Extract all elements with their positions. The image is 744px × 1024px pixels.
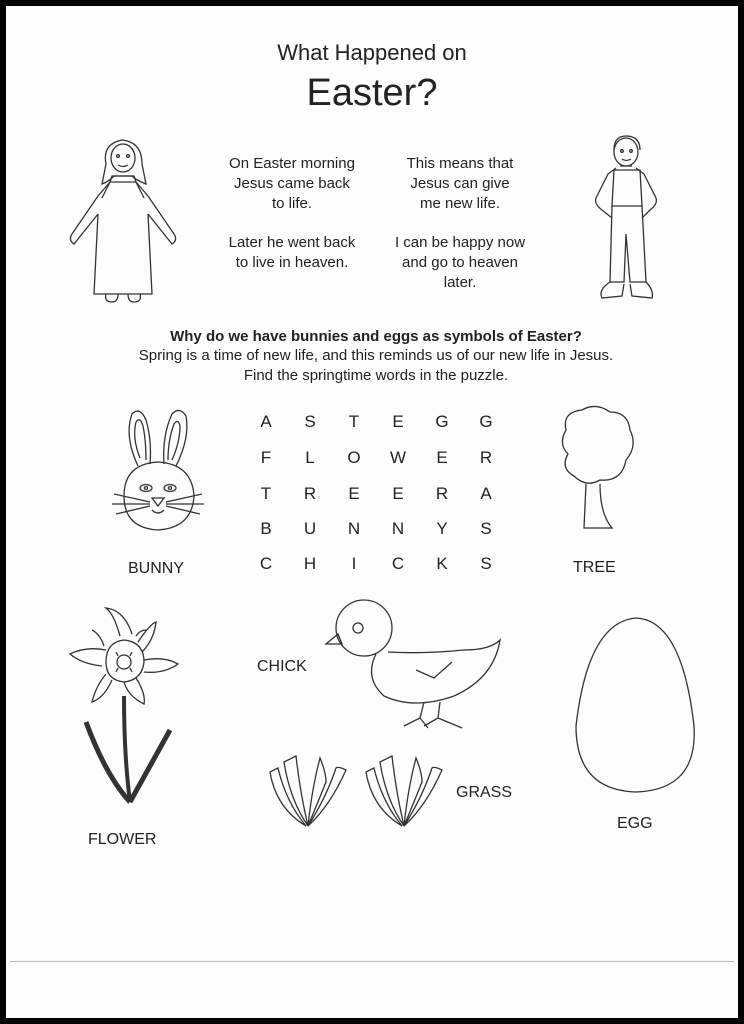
grass-label: GRASS	[456, 784, 513, 801]
story-line: Later he went back	[228, 234, 356, 251]
flower-icon	[66, 606, 182, 812]
page-divider	[10, 961, 734, 962]
story-line: This means that	[406, 155, 514, 172]
story-line: Jesus can give	[410, 175, 510, 192]
page-title: Easter?	[306, 72, 438, 114]
word-search-grid	[254, 412, 500, 582]
puzzle-letter[interactable]: B	[260, 519, 272, 538]
puzzle-letter[interactable]: G	[435, 412, 449, 431]
symbols-question: Why do we have bunnies and eggs as symbols of Easter?	[170, 328, 582, 345]
puzzle-letter[interactable]: C	[259, 554, 273, 573]
puzzle-letter[interactable]: W	[389, 448, 407, 467]
grass-icon	[266, 752, 350, 830]
puzzle-letter[interactable]: G	[479, 412, 493, 431]
puzzle-letter[interactable]: S	[480, 554, 492, 573]
puzzle-letter[interactable]: A	[480, 484, 492, 503]
story-line: Jesus came back	[234, 175, 350, 192]
puzzle-letter[interactable]: R	[303, 484, 317, 503]
puzzle-letter[interactable]: U	[303, 519, 317, 538]
title-subheading: What Happened on	[277, 40, 467, 65]
puzzle-letter[interactable]: N	[391, 519, 405, 538]
story-line: me new life.	[419, 195, 501, 212]
tree-icon	[556, 404, 638, 534]
child-figure-icon	[588, 134, 668, 310]
bunny-label: BUNNY	[128, 560, 185, 577]
story-line: to life.	[271, 195, 313, 212]
puzzle-letter[interactable]: T	[260, 484, 272, 503]
flower-label: FLOWER	[88, 831, 157, 848]
story-line: On Easter morning	[229, 155, 355, 172]
story-line: later.	[443, 274, 477, 291]
egg-label: EGG	[617, 815, 653, 832]
story-right-bottom	[374, 233, 546, 293]
egg-icon	[572, 616, 700, 796]
story-line: I can be happy now	[394, 234, 526, 251]
puzzle-letter[interactable]: E	[392, 412, 404, 431]
story-line: and go to heaven	[402, 254, 518, 271]
puzzle-letter[interactable]: H	[303, 554, 317, 573]
puzzle-letter[interactable]: E	[436, 448, 448, 467]
puzzle-letter[interactable]: E	[392, 484, 404, 503]
puzzle-letter[interactable]: S	[304, 412, 316, 431]
jesus-figure-icon	[62, 136, 188, 308]
puzzle-letter[interactable]: I	[351, 554, 357, 573]
story-line: to live in heaven.	[235, 254, 349, 271]
puzzle-letter[interactable]: Y	[436, 519, 448, 538]
puzzle-letter[interactable]: O	[347, 448, 361, 467]
puzzle-letter[interactable]: E	[348, 484, 360, 503]
story-left-top	[206, 154, 378, 214]
puzzle-letter[interactable]: L	[305, 448, 315, 467]
puzzle-letter[interactable]: R	[479, 448, 493, 467]
puzzle-letter[interactable]: C	[391, 554, 405, 573]
puzzle-letter[interactable]: A	[260, 412, 272, 431]
bunny-icon	[110, 406, 210, 536]
intro-line: Spring is a time of new life, and this reminds us of our new life in Jesus.	[138, 347, 614, 364]
puzzle-letter[interactable]: F	[260, 448, 272, 467]
puzzle-letter[interactable]: K	[436, 554, 448, 573]
tree-label: TREE	[573, 559, 616, 576]
puzzle-letter[interactable]: R	[435, 484, 449, 503]
chick-icon	[324, 598, 504, 734]
grass-icon	[362, 752, 446, 830]
story-left-bottom	[206, 233, 378, 273]
chick-label: CHICK	[257, 658, 307, 675]
puzzle-letter[interactable]: N	[347, 519, 361, 538]
intro-line: Find the springtime words in the puzzle.	[243, 367, 509, 384]
story-right-top	[374, 154, 546, 214]
puzzle-letter[interactable]: S	[480, 519, 492, 538]
puzzle-letter[interactable]: T	[348, 412, 360, 431]
